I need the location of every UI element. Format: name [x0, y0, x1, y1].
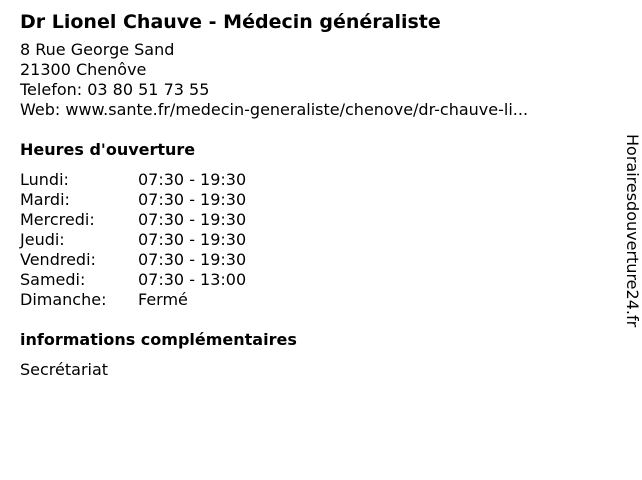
- address-street: 8 Rue George Sand: [20, 40, 175, 59]
- site-watermark: Horairesdouverture24.fr: [623, 134, 642, 328]
- opening-hours-table: [20, 170, 246, 310]
- day-label: Mardi:: [20, 190, 70, 209]
- phone-line: Telefon: 03 80 51 73 55: [20, 80, 210, 99]
- time-value: 07:30 - 19:30: [138, 210, 247, 229]
- time-value: Fermé: [138, 290, 188, 309]
- hours-row-wednesday: [20, 210, 246, 230]
- day-label: Mercredi:: [20, 210, 95, 229]
- additional-info-text: Secrétariat: [20, 360, 109, 379]
- time-value: 07:30 - 19:30: [138, 250, 247, 269]
- website-line: Web: www.sante.fr/medecin-generaliste/chenove/dr-chauve-li...: [20, 100, 529, 119]
- hours-row-thursday: [20, 230, 246, 250]
- day-label: Jeudi:: [20, 230, 65, 249]
- hours-row-sunday: [20, 290, 246, 310]
- hours-row-saturday: [20, 270, 246, 290]
- time-value: 07:30 - 19:30: [138, 230, 247, 249]
- time-value: 07:30 - 13:00: [138, 270, 247, 289]
- address-city: 21300 Chenôve: [20, 60, 147, 79]
- day-label: Lundi:: [20, 170, 69, 189]
- hours-row-monday: [20, 170, 246, 190]
- page-title: Dr Lionel Chauve - Médecin généraliste: [20, 11, 441, 33]
- day-label: Dimanche:: [20, 290, 107, 309]
- additional-info-heading: informations complémentaires: [20, 330, 297, 349]
- time-value: 07:30 - 19:30: [138, 190, 247, 209]
- business-card: [20, 8, 600, 380]
- day-label: Samedi:: [20, 270, 86, 289]
- hours-row-friday: [20, 250, 246, 270]
- time-value: 07:30 - 19:30: [138, 170, 247, 189]
- day-label: Vendredi:: [20, 250, 96, 269]
- hours-row-tuesday: [20, 190, 246, 210]
- opening-hours-heading: Heures d'ouverture: [20, 140, 196, 159]
